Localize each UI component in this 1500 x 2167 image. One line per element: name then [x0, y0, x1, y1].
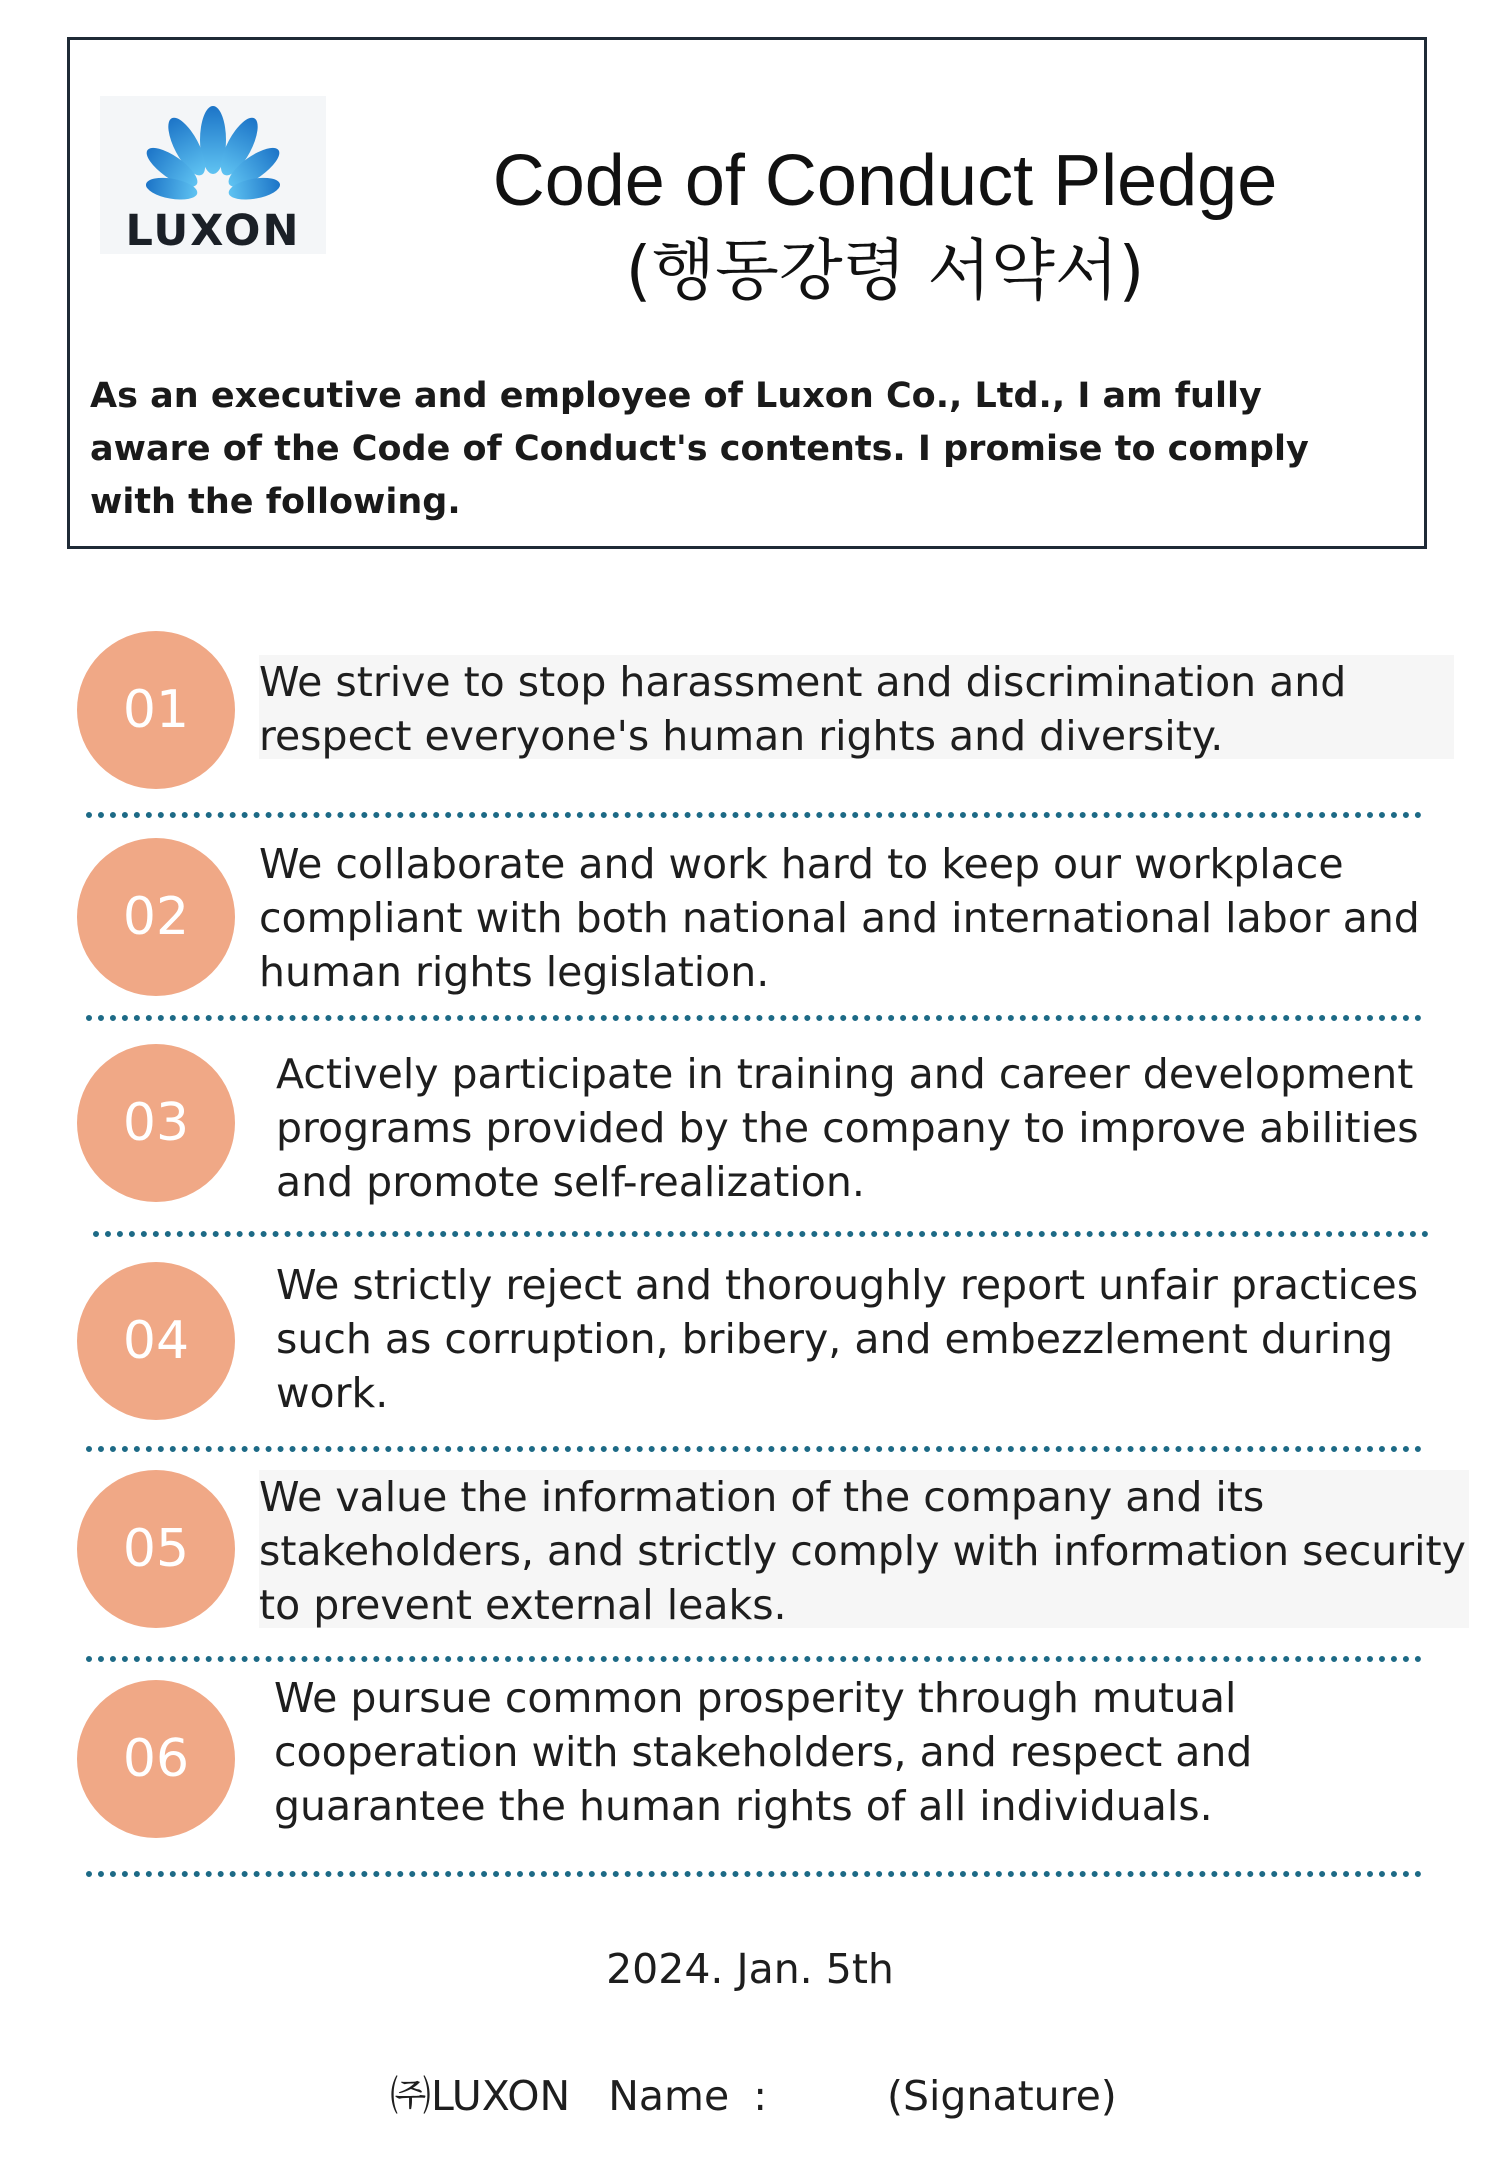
name-label: Name: [608, 2072, 730, 2120]
luxon-logo: [100, 96, 326, 254]
dotted-divider: [86, 1446, 1422, 1452]
item-number-badge: 05: [77, 1470, 235, 1628]
signature-label: (Signature): [887, 2072, 1117, 2120]
name-colon: :: [753, 2072, 768, 2120]
pledge-item-text: We strictly reject and thoroughly report unfair practices such as corruption, bribery, and embezzlement during work.: [276, 1261, 1419, 1417]
logo-text: LUXON: [125, 206, 301, 256]
pledge-item-text: Actively participate in training and career development programs provided by the company to improve abilities and promote self-realization.: [276, 1050, 1419, 1206]
item-number-badge: 03: [77, 1044, 235, 1202]
item-number-badge: 04: [77, 1262, 235, 1420]
pledge-item-text: We collaborate and work hard to keep our workplace compliant with both national and international labor and human rights legislation.: [259, 840, 1420, 996]
pledge-date: 2024. Jan. 5th: [606, 1945, 894, 1993]
page-title: Code of Conduct Pledge: [492, 141, 1278, 221]
dotted-divider: [86, 1656, 1422, 1662]
dotted-divider: [86, 812, 1422, 818]
header-box: [67, 37, 1427, 549]
dotted-divider: [86, 1015, 1422, 1021]
pledge-item-text: We pursue common prosperity through mutual cooperation with stakeholders, and respect and guarantee the human rights of all individuals.: [274, 1674, 1253, 1830]
fan-logo-icon: [110, 100, 316, 210]
dotted-divider: [86, 1871, 1422, 1877]
pledge-item-text: We value the information of the company and its stakeholders, and strictly comply with information security to prevent external leaks.: [259, 1470, 1469, 1628]
item-number-badge: 01: [77, 631, 235, 789]
dotted-divider: [93, 1231, 1429, 1237]
company-name: ㈜LUXON: [390, 2072, 571, 2120]
signature-line: [390, 2063, 1117, 2122]
pledge-item-text: We strive to stop harassment and discrimination and respect everyone's human rights and diversity.: [259, 655, 1454, 759]
item-number-badge: 02: [77, 838, 235, 996]
page-subtitle: (행동강령 서약서): [625, 232, 1145, 309]
intro-statement: As an executive and employee of Luxon Co., Ltd., I am fully aware of the Code of Conduct's contents. I promise to comply with the following.: [90, 376, 1309, 522]
item-number-badge: 06: [77, 1680, 235, 1838]
